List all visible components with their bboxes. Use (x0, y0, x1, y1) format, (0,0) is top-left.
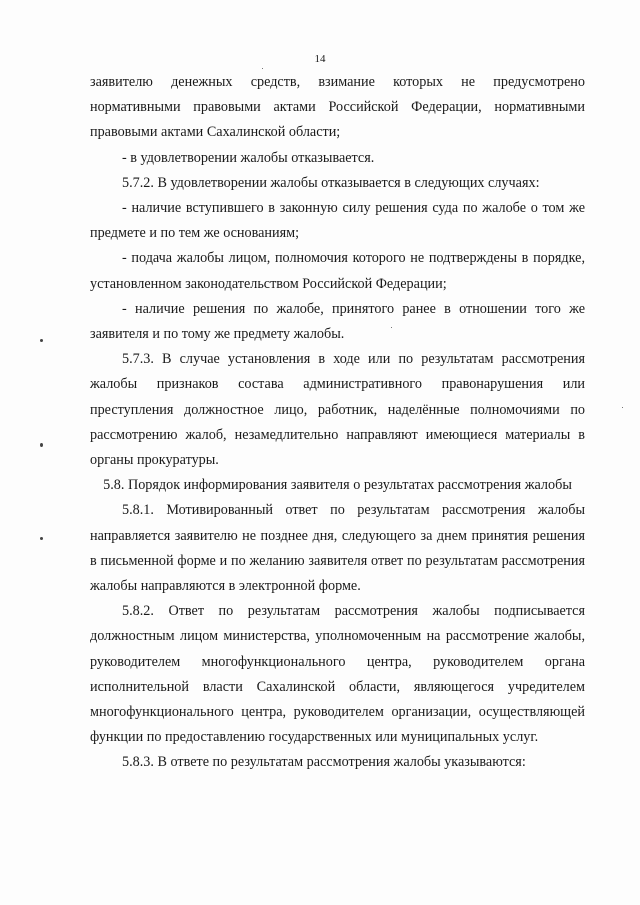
scan-mark (40, 537, 43, 540)
paragraph-5-7-3: 5.7.3. В случае установления в ходе или по результатам рассмотрения жалобы признаков состава административного правонарушения или преступления должностное лицо, работник, наделённые полномочиями по рассмотрению жалоб, незамедлительно направляют имеющиеся материалы в органы прокуратуры. (90, 351, 585, 469)
scan-mark (40, 339, 43, 342)
paragraph-continuation: заявителю денежных средств, взимание которых не предусмотрено нормативными правовыми актами Российской Федерации, нормативными правовыми актами Сахалинской области; (90, 74, 585, 141)
paragraph-5-8-3: 5.8.3. В ответе по результатам рассмотрения жалобы указываются: (122, 754, 526, 771)
scan-speck (262, 68, 263, 69)
scan-mark (40, 443, 43, 447)
section-heading-5-8: 5.8. Порядок информирования заявителя о результатах рассмотрения жалобы (103, 477, 572, 494)
document-body (90, 70, 585, 776)
paragraph-5-8-1: 5.8.1. Мотивированный ответ по результатам рассмотрения жалобы направляется заявителю не позднее дня, следующего за днем принятия решения в письменной форме и по желанию заявителя ответ по результатам рассмотрения жалобы направляются в электронной форме. (90, 502, 585, 595)
paragraph-5-7-2: 5.7.2. В удовлетворении жалобы отказывается в следующих случаях: (122, 174, 540, 191)
page-number: 14 (314, 53, 326, 65)
scan-speck (391, 327, 392, 328)
list-item-prior-decision: - наличие решения по жалобе, принятого ранее в отношении того же заявителя и по тому же предмету жалобы. (90, 300, 585, 343)
paragraph-refusal: - в удовлетворении жалобы отказывается. (122, 149, 375, 166)
scan-speck (622, 407, 623, 408)
list-item-court-decision: - наличие вступившего в законную силу решения суда по жалобе о том же предмете и по тем же основаниям; (90, 200, 585, 242)
list-item-unconfirmed-authority: - подача жалобы лицом, полномочия которого не подтверждены в порядке, установленном законодательством Российской Федерации; (90, 250, 585, 292)
paragraph-5-8-2: 5.8.2. Ответ по результатам рассмотрения жалобы подписывается должностным лицом министерства, уполномоченным на рассмотрение жалобы, руководителем многофункционального центра, руководителем органа исполнительной власти Сахалинской области, являющегося учредителем многофункционального центра, руководителем организации, осуществляющей функции по предоставлению государственных или муниципальных услуг. (90, 603, 585, 746)
